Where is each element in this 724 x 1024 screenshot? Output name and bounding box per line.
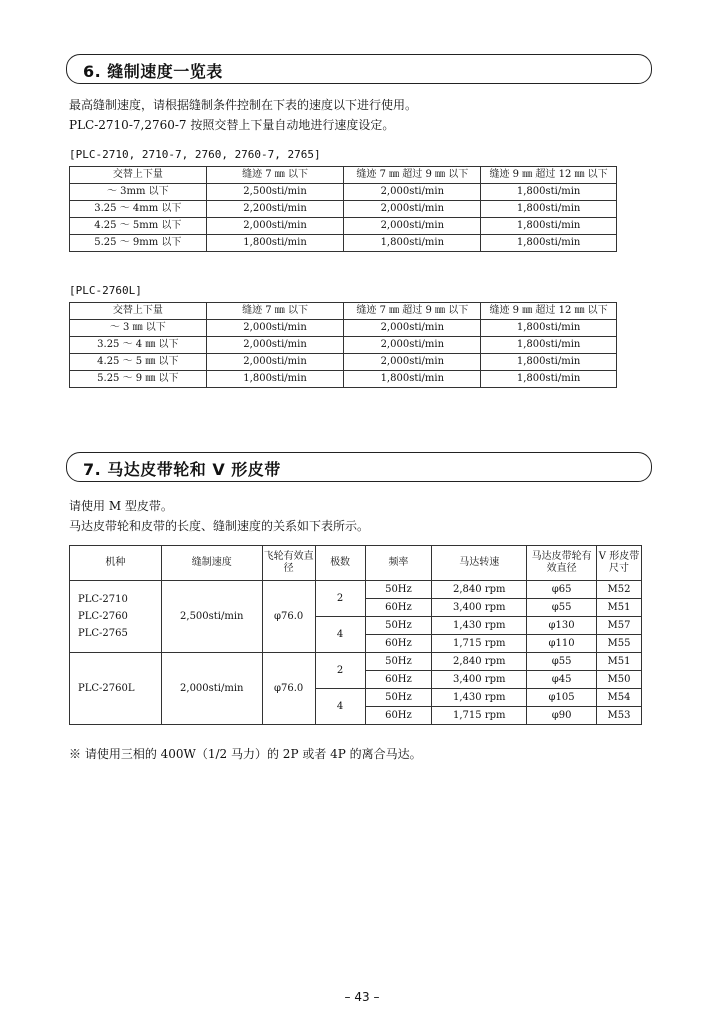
pulley-cell: φ55: [527, 653, 597, 671]
table-cell: 1,800sti/min: [481, 201, 617, 218]
table-cell: 1,800sti/min: [481, 184, 617, 201]
table-cell: 2,000sti/min: [206, 320, 344, 337]
motor-note: ※ 请使用三相的 400W（1/2 马力）的 2P 或者 4P 的离合马达。: [69, 747, 422, 761]
table-cell: 1,800sti/min: [206, 371, 344, 388]
table-1-label: [PLC-2710, 2710-7, 2760, 2760-7, 2765]: [69, 148, 321, 161]
header-row: [70, 303, 617, 320]
header-cell: V 形皮带尺寸: [597, 546, 642, 581]
header-cell: 马达皮带轮有效直径: [527, 546, 597, 581]
section-7-text-1: 请使用 M 型皮带。: [69, 499, 173, 513]
speed-table-1: [69, 166, 617, 252]
pole-cell: 2: [315, 581, 365, 617]
freq-cell: 60Hz: [365, 707, 432, 725]
header-row: [70, 167, 617, 184]
table-cell: 5.25 ～ 9mm 以下: [70, 235, 207, 252]
header-cell: 飞轮有效直径: [262, 546, 315, 581]
table-row: [70, 371, 617, 388]
table-cell: 2,000sti/min: [344, 184, 481, 201]
table-cell: 2,500sti/min: [206, 184, 344, 201]
table-cell: 1,800sti/min: [481, 337, 617, 354]
table-row: [70, 184, 617, 201]
freq-cell: 50Hz: [365, 617, 432, 635]
pulley-cell: φ65: [527, 581, 597, 599]
table-cell: 1,800sti/min: [206, 235, 344, 252]
pulley-cell: φ110: [527, 635, 597, 653]
header-cell: 缝迹 7 ㎜ 以下: [206, 303, 344, 320]
rpm-cell: 1,715 rpm: [432, 707, 527, 725]
header-cell: 缝迹 7 ㎜ 以下: [206, 167, 344, 184]
table-cell: ～ 3mm 以下: [70, 184, 207, 201]
table-row: [70, 653, 642, 671]
flywheel-cell: φ76.0: [262, 581, 315, 653]
header-cell: 极数: [315, 546, 365, 581]
speed-cell: 2,000sti/min: [161, 653, 262, 725]
model-name: PLC-2760: [78, 611, 128, 622]
table-cell: 3.25 ～ 4mm 以下: [70, 201, 207, 218]
table-cell: 2,000sti/min: [206, 337, 344, 354]
belt-cell: M53: [597, 707, 642, 725]
model-cell: [70, 653, 162, 725]
table-cell: 5.25 ～ 9 ㎜ 以下: [70, 371, 207, 388]
section-7-heading: 7. 马达皮带轮和 V 形皮带: [83, 460, 281, 479]
model-cell: [70, 581, 162, 653]
table-cell: 2,000sti/min: [206, 218, 344, 235]
header-row: [70, 546, 642, 581]
section-6-text-2: PLC-2710-7,2760-7 按照交替上下量自动地进行速度设定。: [69, 118, 395, 132]
table-2-label: [PLC-2760L]: [69, 284, 142, 297]
table-cell: 3.25 ～ 4 ㎜ 以下: [70, 337, 207, 354]
table-row: [70, 320, 617, 337]
header-cell: 交替上下量: [70, 303, 207, 320]
header-cell: 缝迹 7 ㎜ 超过 9 ㎜ 以下: [344, 303, 481, 320]
table-cell: ～ 3 ㎜ 以下: [70, 320, 207, 337]
pulley-cell: φ45: [527, 671, 597, 689]
page-number: – 43 –: [344, 990, 380, 1004]
table-cell: 1,800sti/min: [344, 235, 481, 252]
rpm-cell: 3,400 rpm: [432, 671, 527, 689]
belt-cell: M51: [597, 599, 642, 617]
speed-table-2: [69, 302, 617, 388]
table-cell: 2,000sti/min: [344, 218, 481, 235]
table-cell: 4.25 ～ 5mm 以下: [70, 218, 207, 235]
table-cell: 1,800sti/min: [481, 371, 617, 388]
pole-cell: 4: [315, 617, 365, 653]
freq-cell: 50Hz: [365, 689, 432, 707]
freq-cell: 50Hz: [365, 653, 432, 671]
table-cell: 2,000sti/min: [344, 320, 481, 337]
pulley-cell: φ55: [527, 599, 597, 617]
header-cell: 缝迹 7 ㎜ 超过 9 ㎜ 以下: [344, 167, 481, 184]
header-cell: 缝迹 9 ㎜ 超过 12 ㎜ 以下: [481, 303, 617, 320]
pole-cell: 4: [315, 689, 365, 725]
model-name: PLC-2765: [78, 628, 128, 639]
section-7-heading-box: [66, 452, 652, 482]
rpm-cell: 1,715 rpm: [432, 635, 527, 653]
table-cell: 1,800sti/min: [481, 320, 617, 337]
freq-cell: 50Hz: [365, 581, 432, 599]
header-cell: 交替上下量: [70, 167, 207, 184]
motor-pulley-table: [69, 545, 642, 725]
rpm-cell: 2,840 rpm: [432, 653, 527, 671]
flywheel-cell: φ76.0: [262, 653, 315, 725]
table-row: [70, 581, 642, 599]
table-row: [70, 218, 617, 235]
pulley-cell: φ105: [527, 689, 597, 707]
header-cell: 马达转速: [432, 546, 527, 581]
table-row: [70, 201, 617, 218]
table-cell: 2,000sti/min: [344, 201, 481, 218]
table-cell: 4.25 ～ 5 ㎜ 以下: [70, 354, 207, 371]
belt-cell: M51: [597, 653, 642, 671]
section-7-text-2: 马达皮带轮和皮带的长度、缝制速度的关系如下表所示。: [69, 519, 370, 533]
header-cell: 缝制速度: [161, 546, 262, 581]
belt-cell: M50: [597, 671, 642, 689]
belt-cell: M52: [597, 581, 642, 599]
header-cell: 机种: [70, 546, 162, 581]
table-cell: 2,000sti/min: [344, 354, 481, 371]
belt-cell: M57: [597, 617, 642, 635]
freq-cell: 60Hz: [365, 635, 432, 653]
rpm-cell: 2,840 rpm: [432, 581, 527, 599]
rpm-cell: 3,400 rpm: [432, 599, 527, 617]
table-cell: 2,200sti/min: [206, 201, 344, 218]
table-cell: 1,800sti/min: [481, 354, 617, 371]
section-6-text-1: 最高缝制速度，请根据缝制条件控制在下表的速度以下进行使用。: [69, 98, 418, 112]
rpm-cell: 1,430 rpm: [432, 689, 527, 707]
pole-cell: 2: [315, 653, 365, 689]
section-6-heading-box: [66, 54, 652, 84]
model-name: PLC-2710: [78, 594, 128, 605]
table-cell: 2,000sti/min: [344, 337, 481, 354]
pulley-cell: φ90: [527, 707, 597, 725]
belt-cell: M54: [597, 689, 642, 707]
header-cell: 缝迹 9 ㎜ 超过 12 ㎜ 以下: [481, 167, 617, 184]
belt-cell: M55: [597, 635, 642, 653]
table-cell: 1,800sti/min: [481, 218, 617, 235]
pulley-cell: φ130: [527, 617, 597, 635]
freq-cell: 60Hz: [365, 599, 432, 617]
table-row: [70, 337, 617, 354]
section-6-heading: 6. 缝制速度一览表: [83, 62, 223, 81]
table-cell: 2,000sti/min: [206, 354, 344, 371]
table-cell: 1,800sti/min: [344, 371, 481, 388]
table-row: [70, 354, 617, 371]
freq-cell: 60Hz: [365, 671, 432, 689]
table-cell: 1,800sti/min: [481, 235, 617, 252]
table-row: [70, 235, 617, 252]
header-cell: 频率: [365, 546, 432, 581]
rpm-cell: 1,430 rpm: [432, 617, 527, 635]
model-name: PLC-2760L: [78, 683, 135, 694]
speed-cell: 2,500sti/min: [161, 581, 262, 653]
